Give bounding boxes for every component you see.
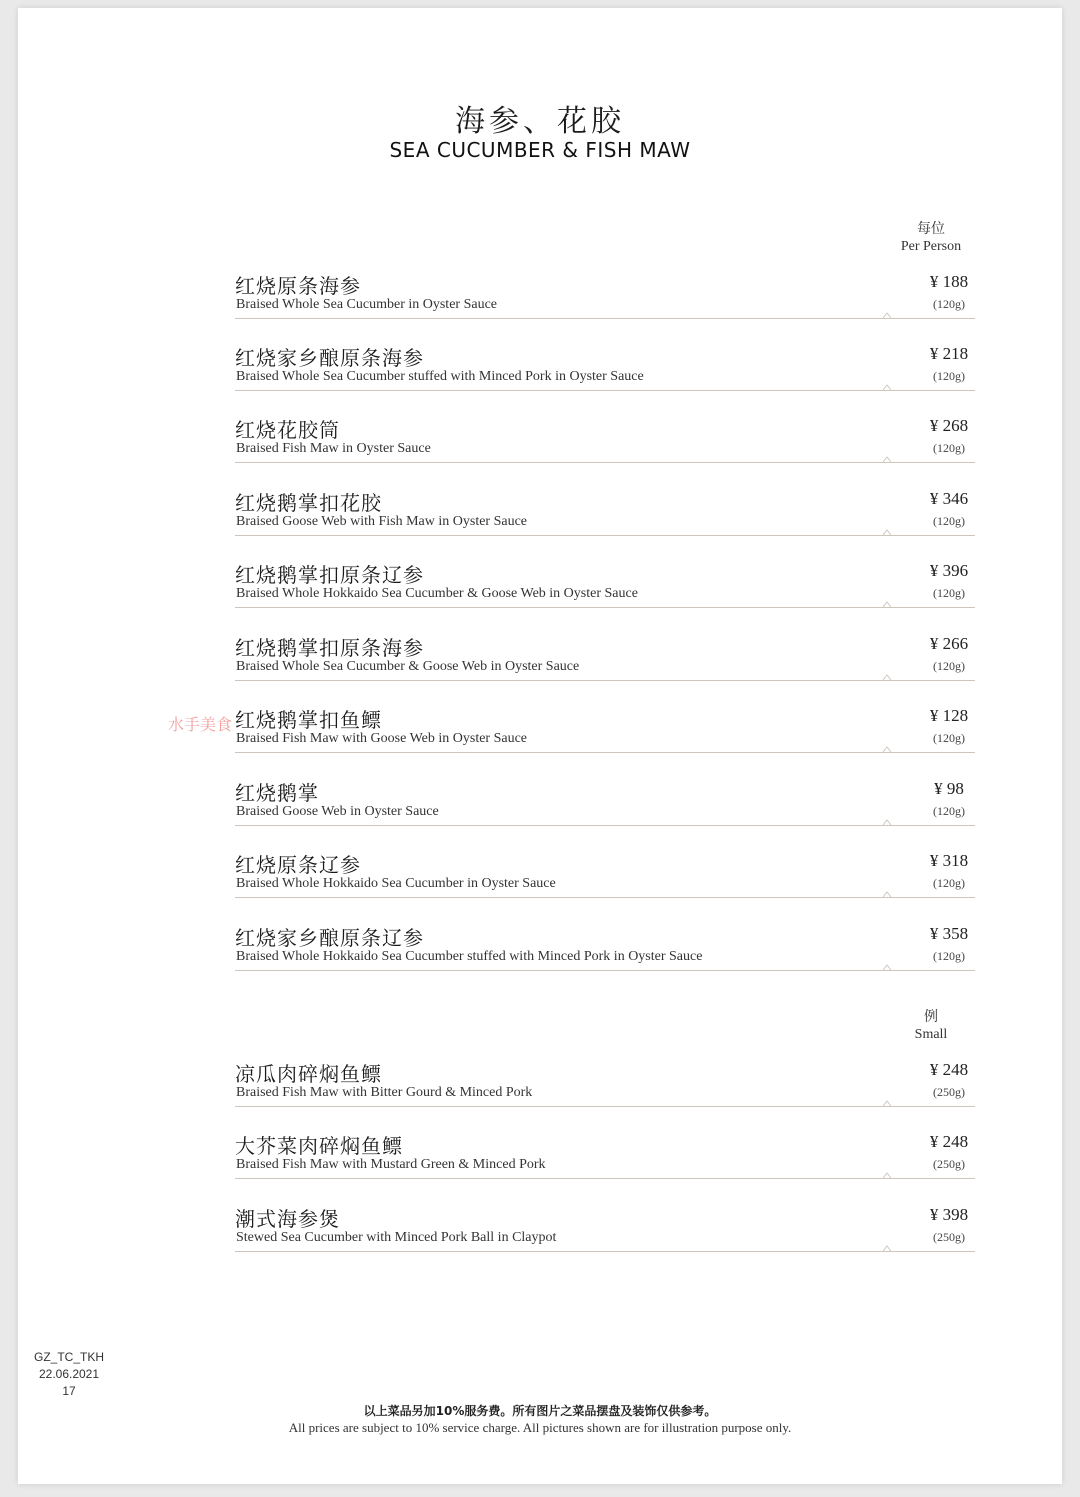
menu-item <box>235 632 975 690</box>
dish-name-english: Braised Whole Sea Cucumber stuffed with Minced Pork in Oyster Sauce <box>236 369 644 384</box>
menu-item <box>235 487 975 545</box>
dish-name-chinese: 红烧家乡酿原条海参 <box>235 346 424 370</box>
dish-name-english: Braised Goose Web with Fish Maw in Oyster Sauce <box>236 514 528 529</box>
watermark-text: 水手美食 <box>168 715 233 734</box>
dish-name-english: Braised Fish Maw with Mustard Green & Minced Pork <box>236 1157 546 1172</box>
column-header-chinese: 例 <box>924 1009 938 1025</box>
dish-price: ¥ 396 <box>929 561 969 580</box>
dish-name-english: Braised Whole Sea Cucumber & Goose Web in Oyster Sauce <box>236 659 580 674</box>
page-number: 17 <box>62 1384 76 1398</box>
menu-item <box>235 414 975 472</box>
dish-price: ¥ 248 <box>929 1060 969 1079</box>
dish-name-chinese: 红烧鹅掌扣花胶 <box>235 491 382 515</box>
dish-weight: (120g) <box>933 369 965 383</box>
dish-name-english: Braised Goose Web in Oyster Sauce <box>236 804 439 819</box>
dish-price: ¥ 318 <box>929 851 969 870</box>
divider-notch-icon <box>883 601 891 607</box>
divider <box>235 390 975 391</box>
divider-notch-icon <box>883 746 891 752</box>
dish-price: ¥ 346 <box>929 489 969 508</box>
dish-name-chinese: 凉瓜肉碎焖鱼鳔 <box>235 1062 382 1086</box>
divider <box>235 318 975 319</box>
page-title-chinese: 海参、花胶 <box>455 104 625 139</box>
dish-name-english: Braised Fish Maw with Goose Web in Oyster Sauce <box>236 731 528 746</box>
column-header-chinese: 每位 <box>917 221 945 237</box>
dish-weight: (250g) <box>933 1085 965 1099</box>
dish-price: ¥ 266 <box>929 634 969 653</box>
dish-name-chinese: 潮式海参煲 <box>235 1207 340 1231</box>
dish-name-chinese: 大芥菜肉碎焖鱼鳔 <box>235 1134 403 1158</box>
dish-weight: (120g) <box>933 514 965 528</box>
divider <box>235 607 975 608</box>
document-code: GZ_TC_TKH <box>33 1350 104 1364</box>
divider-notch-icon <box>883 456 891 462</box>
column-header-english: Small <box>914 1027 948 1042</box>
divider <box>235 1106 975 1107</box>
dish-weight: (120g) <box>933 297 965 311</box>
dish-weight: (250g) <box>933 1230 965 1244</box>
menu-item <box>235 922 975 980</box>
menu-item <box>235 1058 975 1116</box>
dish-name-english: Braised Fish Maw in Oyster Sauce <box>236 441 431 456</box>
price-column-header-small <box>881 1009 981 1043</box>
dish-price: ¥ 128 <box>929 706 969 725</box>
dish-price: ¥ 188 <box>929 272 969 291</box>
dish-name-chinese: 红烧鹅掌扣原条辽参 <box>235 563 424 587</box>
dish-weight: (120g) <box>933 441 965 455</box>
dish-name-english: Stewed Sea Cucumber with Minced Pork Ball in Claypot <box>236 1230 557 1245</box>
menu-item <box>235 777 975 835</box>
price-column-header-per-person <box>881 221 981 255</box>
divider-notch-icon <box>883 1245 891 1251</box>
menu-item <box>235 270 975 328</box>
dish-price: ¥ 268 <box>929 416 969 435</box>
menu-item <box>235 704 975 762</box>
divider-notch-icon <box>883 1100 891 1106</box>
dish-price: ¥ 218 <box>929 344 969 363</box>
dish-weight: (120g) <box>933 586 965 600</box>
dish-name-english: Braised Whole Hokkaido Sea Cucumber in Oyster Sauce <box>236 876 556 891</box>
dish-price: ¥ 98 <box>934 779 964 798</box>
divider <box>235 535 975 536</box>
menu-page <box>18 8 1062 1484</box>
dish-price: ¥ 358 <box>929 924 969 943</box>
divider <box>235 897 975 898</box>
divider-notch-icon <box>883 529 891 535</box>
menu-item <box>235 849 975 907</box>
menu-item <box>235 342 975 400</box>
dish-name-english: Braised Fish Maw with Bitter Gourd & Minced Pork <box>236 1085 533 1100</box>
divider <box>235 1251 975 1252</box>
page-title-english: SEA CUCUMBER & FISH MAW <box>389 138 691 162</box>
dish-price: ¥ 248 <box>929 1132 969 1151</box>
dish-name-chinese: 红烧家乡酿原条辽参 <box>235 926 424 950</box>
dish-name-chinese: 红烧鹅掌 <box>235 781 319 805</box>
dish-name-chinese: 红烧原条海参 <box>235 274 361 298</box>
divider <box>235 825 975 826</box>
divider-notch-icon <box>883 1172 891 1178</box>
dish-name-chinese: 红烧原条辽参 <box>235 853 361 877</box>
footer-note-english: All prices are subject to 10% service charge. All pictures shown are for illustration purpose only. <box>288 1420 792 1435</box>
dish-name-english: Braised Whole Hokkaido Sea Cucumber stuffed with Minced Pork in Oyster Sauce <box>236 949 703 964</box>
dish-price: ¥ 398 <box>929 1205 969 1224</box>
divider-notch-icon <box>883 964 891 970</box>
divider <box>235 970 975 971</box>
document-date: 22.06.2021 <box>38 1367 100 1381</box>
divider-notch-icon <box>883 674 891 680</box>
footer-note-chinese: 以上菜品另加10%服务费。所有图片之菜品摆盘及装饰仅供参考。 <box>363 1404 717 1418</box>
divider <box>235 680 975 681</box>
dish-name-english: Braised Whole Sea Cucumber in Oyster Sauce <box>236 297 498 312</box>
menu-item <box>235 559 975 617</box>
divider <box>235 462 975 463</box>
divider-notch-icon <box>883 312 891 318</box>
divider <box>235 752 975 753</box>
dish-weight: (120g) <box>933 731 965 745</box>
dish-weight: (120g) <box>933 949 965 963</box>
divider-notch-icon <box>883 891 891 897</box>
menu-item <box>235 1203 975 1261</box>
divider-notch-icon <box>883 384 891 390</box>
menu-item <box>235 1130 975 1188</box>
dish-weight: (120g) <box>933 804 965 818</box>
dish-name-chinese: 红烧花胶筒 <box>235 418 340 442</box>
column-header-english: Per Person <box>900 239 962 254</box>
dish-weight: (120g) <box>933 876 965 890</box>
dish-name-english: Braised Whole Hokkaido Sea Cucumber & Goose Web in Oyster Sauce <box>236 586 638 601</box>
dish-name-chinese: 红烧鹅掌扣鱼鳔 <box>235 708 382 732</box>
dish-weight: (250g) <box>933 1157 965 1171</box>
divider-notch-icon <box>883 819 891 825</box>
dish-weight: (120g) <box>933 659 965 673</box>
divider <box>235 1178 975 1179</box>
dish-name-chinese: 红烧鹅掌扣原条海参 <box>235 636 424 660</box>
